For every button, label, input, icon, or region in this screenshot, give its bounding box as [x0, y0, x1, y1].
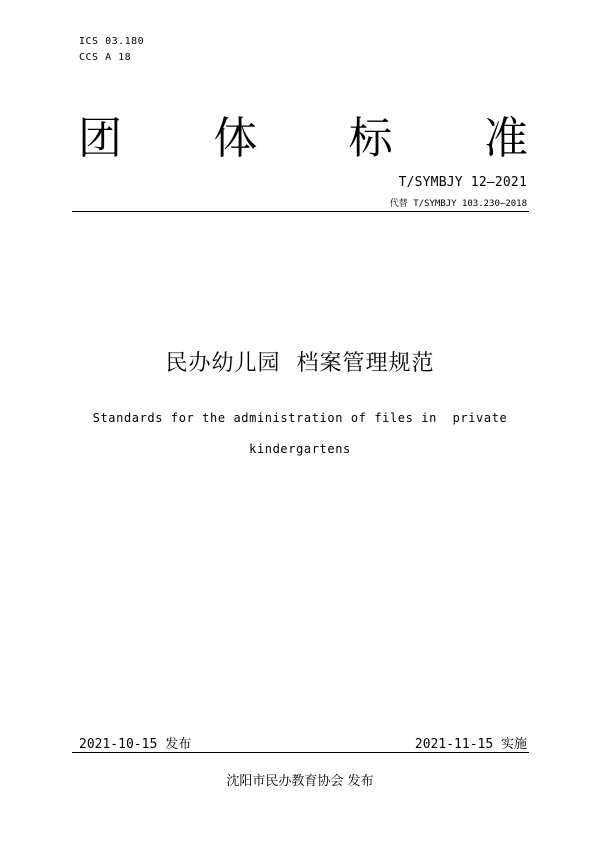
top-divider	[72, 211, 529, 212]
document-title-english-line1: Standards for the administration of files in private	[92, 411, 508, 425]
issue-date: 2021-10-15 发布	[79, 737, 192, 752]
bottom-divider	[72, 752, 529, 753]
title-char-3: 标	[348, 113, 393, 164]
document-title-chinese: 民办幼儿园 档案管理规范	[165, 351, 435, 376]
classification-codes	[79, 34, 144, 66]
publisher: 沈阳市民办教育协会 发布	[226, 774, 374, 789]
replaces-standard: 代替 T/SYMBJY 103.230—2018	[389, 199, 527, 209]
document-title-english-line2: kindergartens	[249, 442, 351, 456]
ics-code: ICS 03.180	[79, 36, 145, 47]
standard-number: T/SYMBJY 12—2021	[398, 175, 527, 190]
ccs-code: CCS A 18	[79, 52, 132, 63]
title-char-1: 团	[78, 113, 122, 164]
standard-type-title	[78, 104, 528, 164]
implementation-date: 2021-11-15 实施	[414, 737, 527, 752]
title-char-4: 准	[483, 113, 528, 164]
title-char-2: 体	[213, 113, 258, 164]
